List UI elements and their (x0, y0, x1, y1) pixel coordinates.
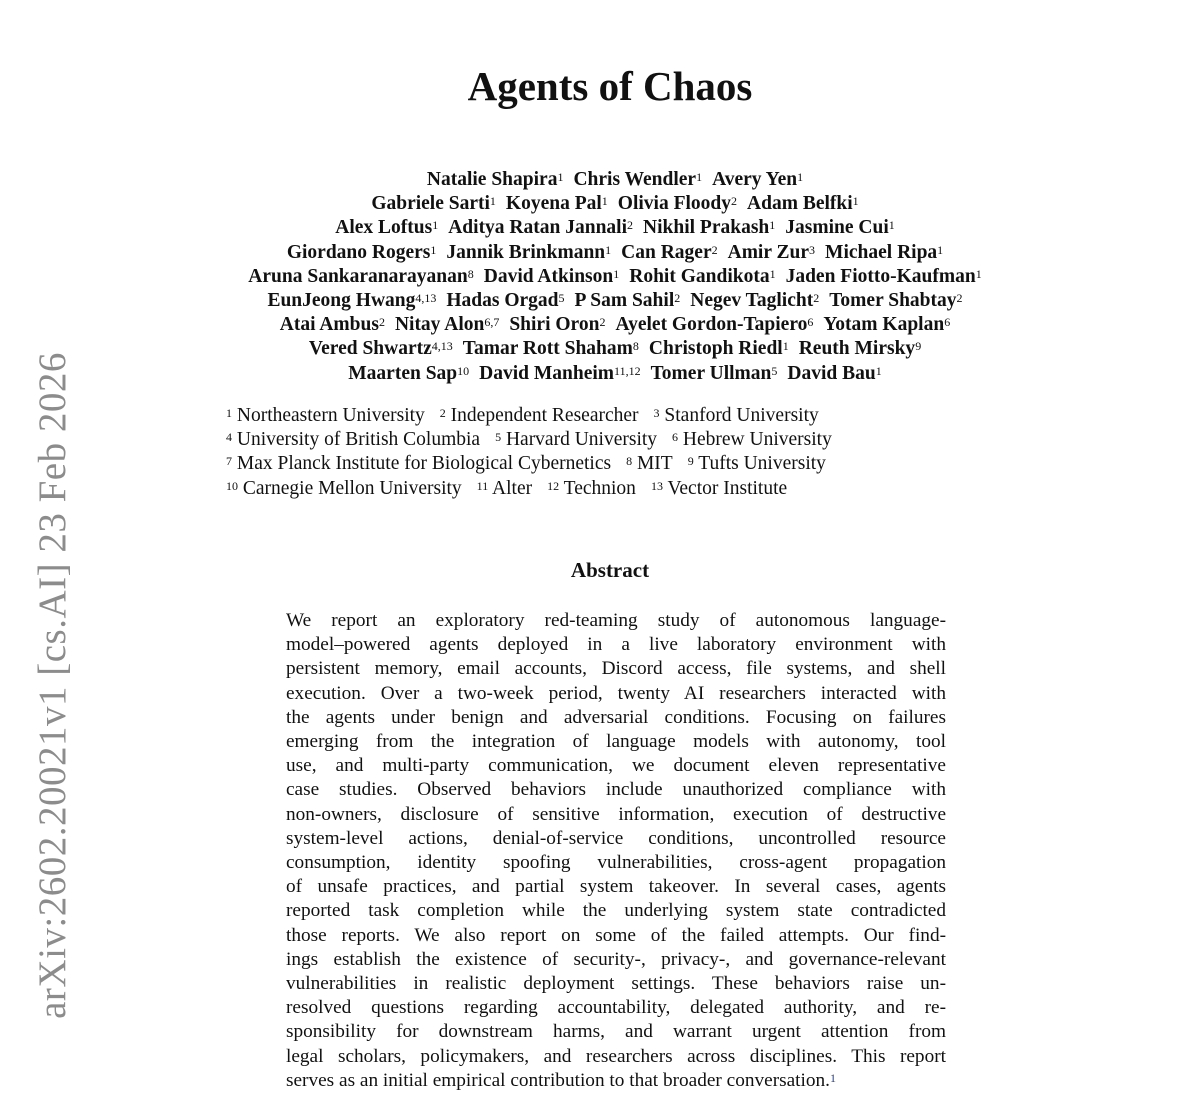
author-list (190, 168, 1040, 386)
author-affiliation-marker: 1 (769, 218, 776, 233)
author-name (747, 193, 859, 214)
author-name (618, 193, 737, 214)
abstract-body (286, 609, 946, 1093)
author-affiliation-marker: 2 (711, 242, 718, 257)
abstract-line (286, 754, 946, 778)
abstract-line-text: emerging from the integration of language models with autonomy, tool (286, 731, 946, 753)
affiliation-number: 8 (626, 454, 633, 469)
abstract-line-text: system-level actions, denial-of-service conditions, uncontrolled resource (286, 827, 946, 849)
author-affiliation-marker: 5 (558, 291, 565, 306)
author-name (575, 290, 681, 311)
abstract-line (286, 924, 946, 948)
author-name-text: Negev Taglicht (690, 290, 814, 312)
paper-title: Agents of Chaos (467, 63, 753, 109)
author-name (335, 217, 438, 238)
author-name (825, 242, 943, 263)
abstract-line-text: of unsafe practices, and partial system takeover. In several cases, agents (286, 876, 946, 898)
author-name (248, 266, 473, 287)
affiliation (477, 478, 532, 499)
affiliation-name: Independent Researcher (450, 405, 639, 426)
author-line (190, 168, 1040, 192)
author-name-text: Rohit Gandikota (629, 265, 770, 287)
author-name (823, 314, 950, 335)
author-name-text: Alex Loftus (335, 217, 433, 239)
affiliation-name: Harvard University (505, 429, 658, 451)
affiliation (440, 405, 639, 426)
affiliation-line (226, 452, 986, 476)
author-affiliation-marker: 4,13 (415, 291, 437, 306)
author-affiliation-marker: 10 (457, 363, 470, 378)
affiliation-name: MIT (636, 453, 673, 475)
affiliation-number: 13 (650, 478, 663, 493)
abstract-line-text: persistent memory, email accounts, Discord access, file systems, and shell (286, 658, 946, 680)
author-name-text: Nikhil Prakash (643, 217, 770, 239)
author-name (506, 193, 608, 214)
arxiv-identifier-text: arXiv:2602.20021v1 [cs.AI] 23 Feb 2026 (30, 351, 74, 1019)
affiliation-name: Hebrew University (682, 429, 832, 451)
author-affiliation-marker: 1 (430, 242, 437, 257)
author-name-text: Chris Wendler (573, 169, 697, 190)
affiliation-name: University of British Columbia (236, 429, 481, 451)
author-affiliation-marker: 5 (771, 363, 778, 378)
author-name (280, 314, 385, 335)
author-affiliation-marker: 2 (599, 315, 606, 330)
footnote-marker: 1 (830, 1070, 836, 1085)
abstract-line (286, 899, 946, 923)
author-affiliation-marker: 1 (605, 242, 612, 257)
author-name-text: Aditya Ratan Jannali (448, 217, 628, 239)
affiliation-name: Technion (563, 477, 636, 499)
author-affiliation-marker: 2 (674, 291, 681, 306)
author-affiliation-marker: 1 (432, 218, 439, 233)
author-affiliation-marker: 1 (782, 339, 789, 354)
author-name (509, 314, 605, 335)
author-name-text: Olivia Floody (617, 193, 732, 215)
author-name (479, 363, 640, 384)
abstract-line (286, 1045, 946, 1069)
author-name (484, 266, 620, 287)
author-name (621, 242, 717, 263)
affiliation-line (226, 404, 986, 428)
author-name (427, 169, 564, 190)
affiliation-number: 3 (653, 406, 660, 420)
abstract-line-text: use, and multi-party communication, we document eleven representative (286, 755, 946, 777)
author-affiliation-marker: 6 (807, 315, 814, 330)
author-name-text: Jannik Brinkmann (446, 241, 606, 263)
author-name (371, 193, 496, 214)
affiliation-number: 7 (226, 454, 232, 469)
author-name (287, 242, 437, 263)
author-name (786, 266, 982, 287)
author-affiliation-marker: 1 (888, 218, 895, 233)
author-affiliation-marker: 2 (813, 291, 820, 306)
abstract-line-text: sponsibility for downstream harms, and warrant urgent attention from (286, 1021, 946, 1043)
abstract-line (286, 1069, 946, 1093)
author-name-text: Tamar Rott Shaham (462, 338, 633, 360)
author-name (651, 363, 778, 384)
affiliation (672, 429, 832, 450)
affiliation-number: 9 (687, 454, 694, 469)
author-affiliation-marker: 1 (489, 194, 496, 209)
author-name (799, 338, 921, 359)
author-affiliation-marker: 1 (601, 194, 608, 209)
author-affiliation-marker: 8 (632, 339, 639, 354)
author-name (615, 314, 813, 335)
author-name-text: P Sam Sahil (574, 290, 675, 312)
abstract-line-text: serves as an initial empirical contribution to that broader conversation. (286, 1069, 830, 1091)
author-name-text: Amir Zur (727, 241, 810, 263)
author-name-text: Maarten Sap (348, 362, 458, 384)
abstract-line (286, 803, 946, 827)
affiliation-number: 4 (226, 430, 232, 445)
author-affiliation-marker: 1 (852, 194, 859, 209)
affiliation-name: Alter (492, 477, 533, 499)
author-line (190, 313, 1040, 337)
affiliation-number: 12 (547, 478, 560, 493)
author-affiliation-marker: 2 (731, 194, 738, 209)
affiliation (226, 405, 425, 426)
author-line (190, 192, 1040, 216)
abstract-line-text: consumption, identity spoofing vulnerabilities, cross-agent propagation (286, 852, 946, 874)
author-name (573, 169, 702, 190)
affiliation-line (226, 477, 986, 501)
affiliation (226, 429, 480, 450)
author-name (348, 363, 469, 384)
author-name (309, 338, 453, 359)
abstract-line (286, 657, 946, 681)
author-affiliation-marker: 6,7 (484, 315, 500, 330)
author-name-text: Aruna Sankaranarayanan (248, 265, 468, 287)
author-name (463, 338, 639, 359)
abstract-line (286, 730, 946, 754)
abstract-line (286, 609, 946, 633)
author-name (446, 242, 611, 263)
author-affiliation-marker: 11,12 (614, 363, 641, 378)
author-name-text: David Bau (787, 362, 876, 384)
arxiv-identifier-stamp (16, 340, 88, 1030)
affiliation (495, 429, 657, 450)
author-name (787, 363, 881, 384)
author-name (728, 242, 815, 263)
author-name-text: Yotam Kaplan (823, 314, 945, 336)
author-affiliation-marker: 6 (944, 315, 951, 330)
author-affiliation-marker: 1 (797, 170, 804, 184)
author-name-text: David Manheim (479, 362, 615, 384)
abstract-line (286, 633, 946, 657)
affiliation-list (226, 404, 986, 501)
affiliation-name: Tufts University (698, 453, 826, 475)
author-name-text: EunJeong Hwang (267, 290, 416, 312)
affiliation-name: Carnegie Mellon University (242, 477, 462, 499)
affiliation (651, 478, 787, 499)
author-name-text: Avery Yen (712, 169, 798, 190)
author-name-text: David Atkinson (483, 265, 614, 287)
author-affiliation-marker: 3 (809, 242, 816, 257)
author-name-text: Adam Belfki (747, 193, 853, 215)
author-name (785, 217, 894, 238)
abstract-line-text: We report an exploratory red-teaming study of autonomous language- (286, 610, 946, 631)
abstract-line-text: those reports. We also report on some of the failed attempts. Our find- (286, 924, 946, 946)
author-name-text: Tomer Shabtay (829, 290, 957, 312)
affiliation-number: 11 (476, 478, 489, 493)
abstract-line-text: ings establish the existence of security-, privacy-, and governance-relevant (286, 948, 946, 970)
affiliation-number: 1 (226, 406, 232, 420)
author-name-text: Nitay Alon (394, 314, 485, 336)
author-name (448, 217, 633, 238)
affiliation-name: Stanford University (664, 405, 819, 426)
author-name (690, 290, 819, 311)
author-name (267, 290, 436, 311)
author-name (395, 314, 499, 335)
abstract-line-text: model–powered agents deployed in a live laboratory environment with (286, 634, 946, 656)
author-affiliation-marker: 2 (378, 315, 385, 330)
author-name-text: Michael Ripa (825, 241, 938, 263)
abstract-line (286, 682, 946, 706)
affiliation (626, 453, 673, 474)
author-name-text: Natalie Shapira (426, 169, 558, 190)
abstract-line-text: legal scholars, policymakers, and researchers across disciplines. This report (286, 1045, 946, 1067)
affiliation (547, 478, 636, 499)
author-affiliation-marker: 1 (613, 266, 620, 281)
abstract-line (286, 972, 946, 996)
author-name (643, 217, 775, 238)
author-name-text: Can Rager (621, 241, 712, 263)
author-line (190, 362, 1040, 386)
author-affiliation-marker: 1 (937, 242, 944, 257)
author-affiliation-marker: 2 (956, 291, 963, 306)
abstract-line-text: reported task completion while the underlying system state contradicted (286, 900, 946, 922)
author-name-text: Koyena Pal (505, 193, 602, 215)
affiliation-number: 6 (672, 430, 679, 445)
affiliation (654, 405, 819, 426)
author-line (190, 241, 1040, 265)
abstract-line-text: resolved questions regarding accountability, delegated authority, and re- (286, 997, 946, 1019)
abstract-line (286, 706, 946, 730)
author-name-text: Shiri Oron (509, 314, 600, 336)
affiliation-number: 10 (226, 478, 238, 493)
author-line (190, 337, 1040, 361)
author-line (190, 265, 1040, 289)
author-name (829, 290, 962, 311)
author-affiliation-marker: 1 (769, 266, 776, 281)
author-name-text: Jaden Fiotto-Kaufman (785, 265, 976, 287)
author-affiliation-marker: 1 (975, 266, 982, 281)
abstract-line (286, 851, 946, 875)
affiliation (226, 478, 462, 499)
author-name-text: Ayelet Gordon-Tapiero (615, 314, 808, 336)
author-name-text: Giordano Rogers (286, 241, 431, 263)
author-name-text: Reuth Mirsky (798, 338, 916, 360)
author-name (712, 169, 803, 190)
author-name-text: Atai Ambus (279, 314, 379, 336)
abstract-line (286, 778, 946, 802)
author-name (629, 266, 775, 287)
author-affiliation-marker: 4,13 (431, 339, 453, 354)
affiliation-line (226, 428, 986, 452)
author-affiliation-marker: 2 (627, 218, 634, 233)
abstract-line (286, 948, 946, 972)
abstract-line (286, 875, 946, 899)
author-line (190, 289, 1040, 313)
abstract-line (286, 827, 946, 851)
author-name-text: Vered Shwartz (308, 338, 432, 360)
author-name-text: Gabriele Sarti (371, 193, 490, 215)
author-name-text: Christoph Riedl (648, 338, 783, 360)
author-affiliation-marker: 8 (467, 266, 474, 281)
author-name-text: Jasmine Cui (785, 217, 889, 239)
abstract-line-text: vulnerabilities in realistic deployment settings. These behaviors raise un- (286, 973, 946, 995)
abstract-line-text: the agents under benign and adversarial conditions. Focusing on failures (286, 706, 946, 728)
abstract-line-text: execution. Over a two-week period, twenty AI researchers interacted with (286, 682, 946, 704)
author-affiliation-marker: 9 (915, 339, 922, 354)
abstract-line-text: case studies. Observed behaviors include unauthorized compliance with (286, 779, 946, 801)
author-affiliation-marker: 1 (557, 170, 564, 184)
author-line (190, 216, 1040, 240)
author-affiliation-marker: 1 (875, 363, 882, 378)
affiliation (688, 453, 826, 474)
abstract-line (286, 996, 946, 1020)
affiliation-number: 2 (439, 406, 446, 420)
affiliation-name: Max Planck Institute for Biological Cybernetics (236, 453, 612, 475)
affiliation (226, 453, 611, 474)
abstract-heading: Abstract (570, 558, 650, 582)
author-name (649, 338, 789, 359)
affiliation-name: Northeastern University (236, 405, 425, 426)
author-name-text: Hadas Orgad (446, 290, 559, 312)
author-name-text: Tomer Ullman (650, 362, 772, 384)
author-name (446, 290, 564, 311)
affiliation-number: 5 (495, 430, 502, 445)
affiliation-name: Vector Institute (667, 477, 788, 499)
abstract-line-text: non-owners, disclosure of sensitive information, execution of destructive (286, 803, 946, 825)
author-affiliation-marker: 1 (696, 170, 703, 184)
abstract-line (286, 1020, 946, 1044)
